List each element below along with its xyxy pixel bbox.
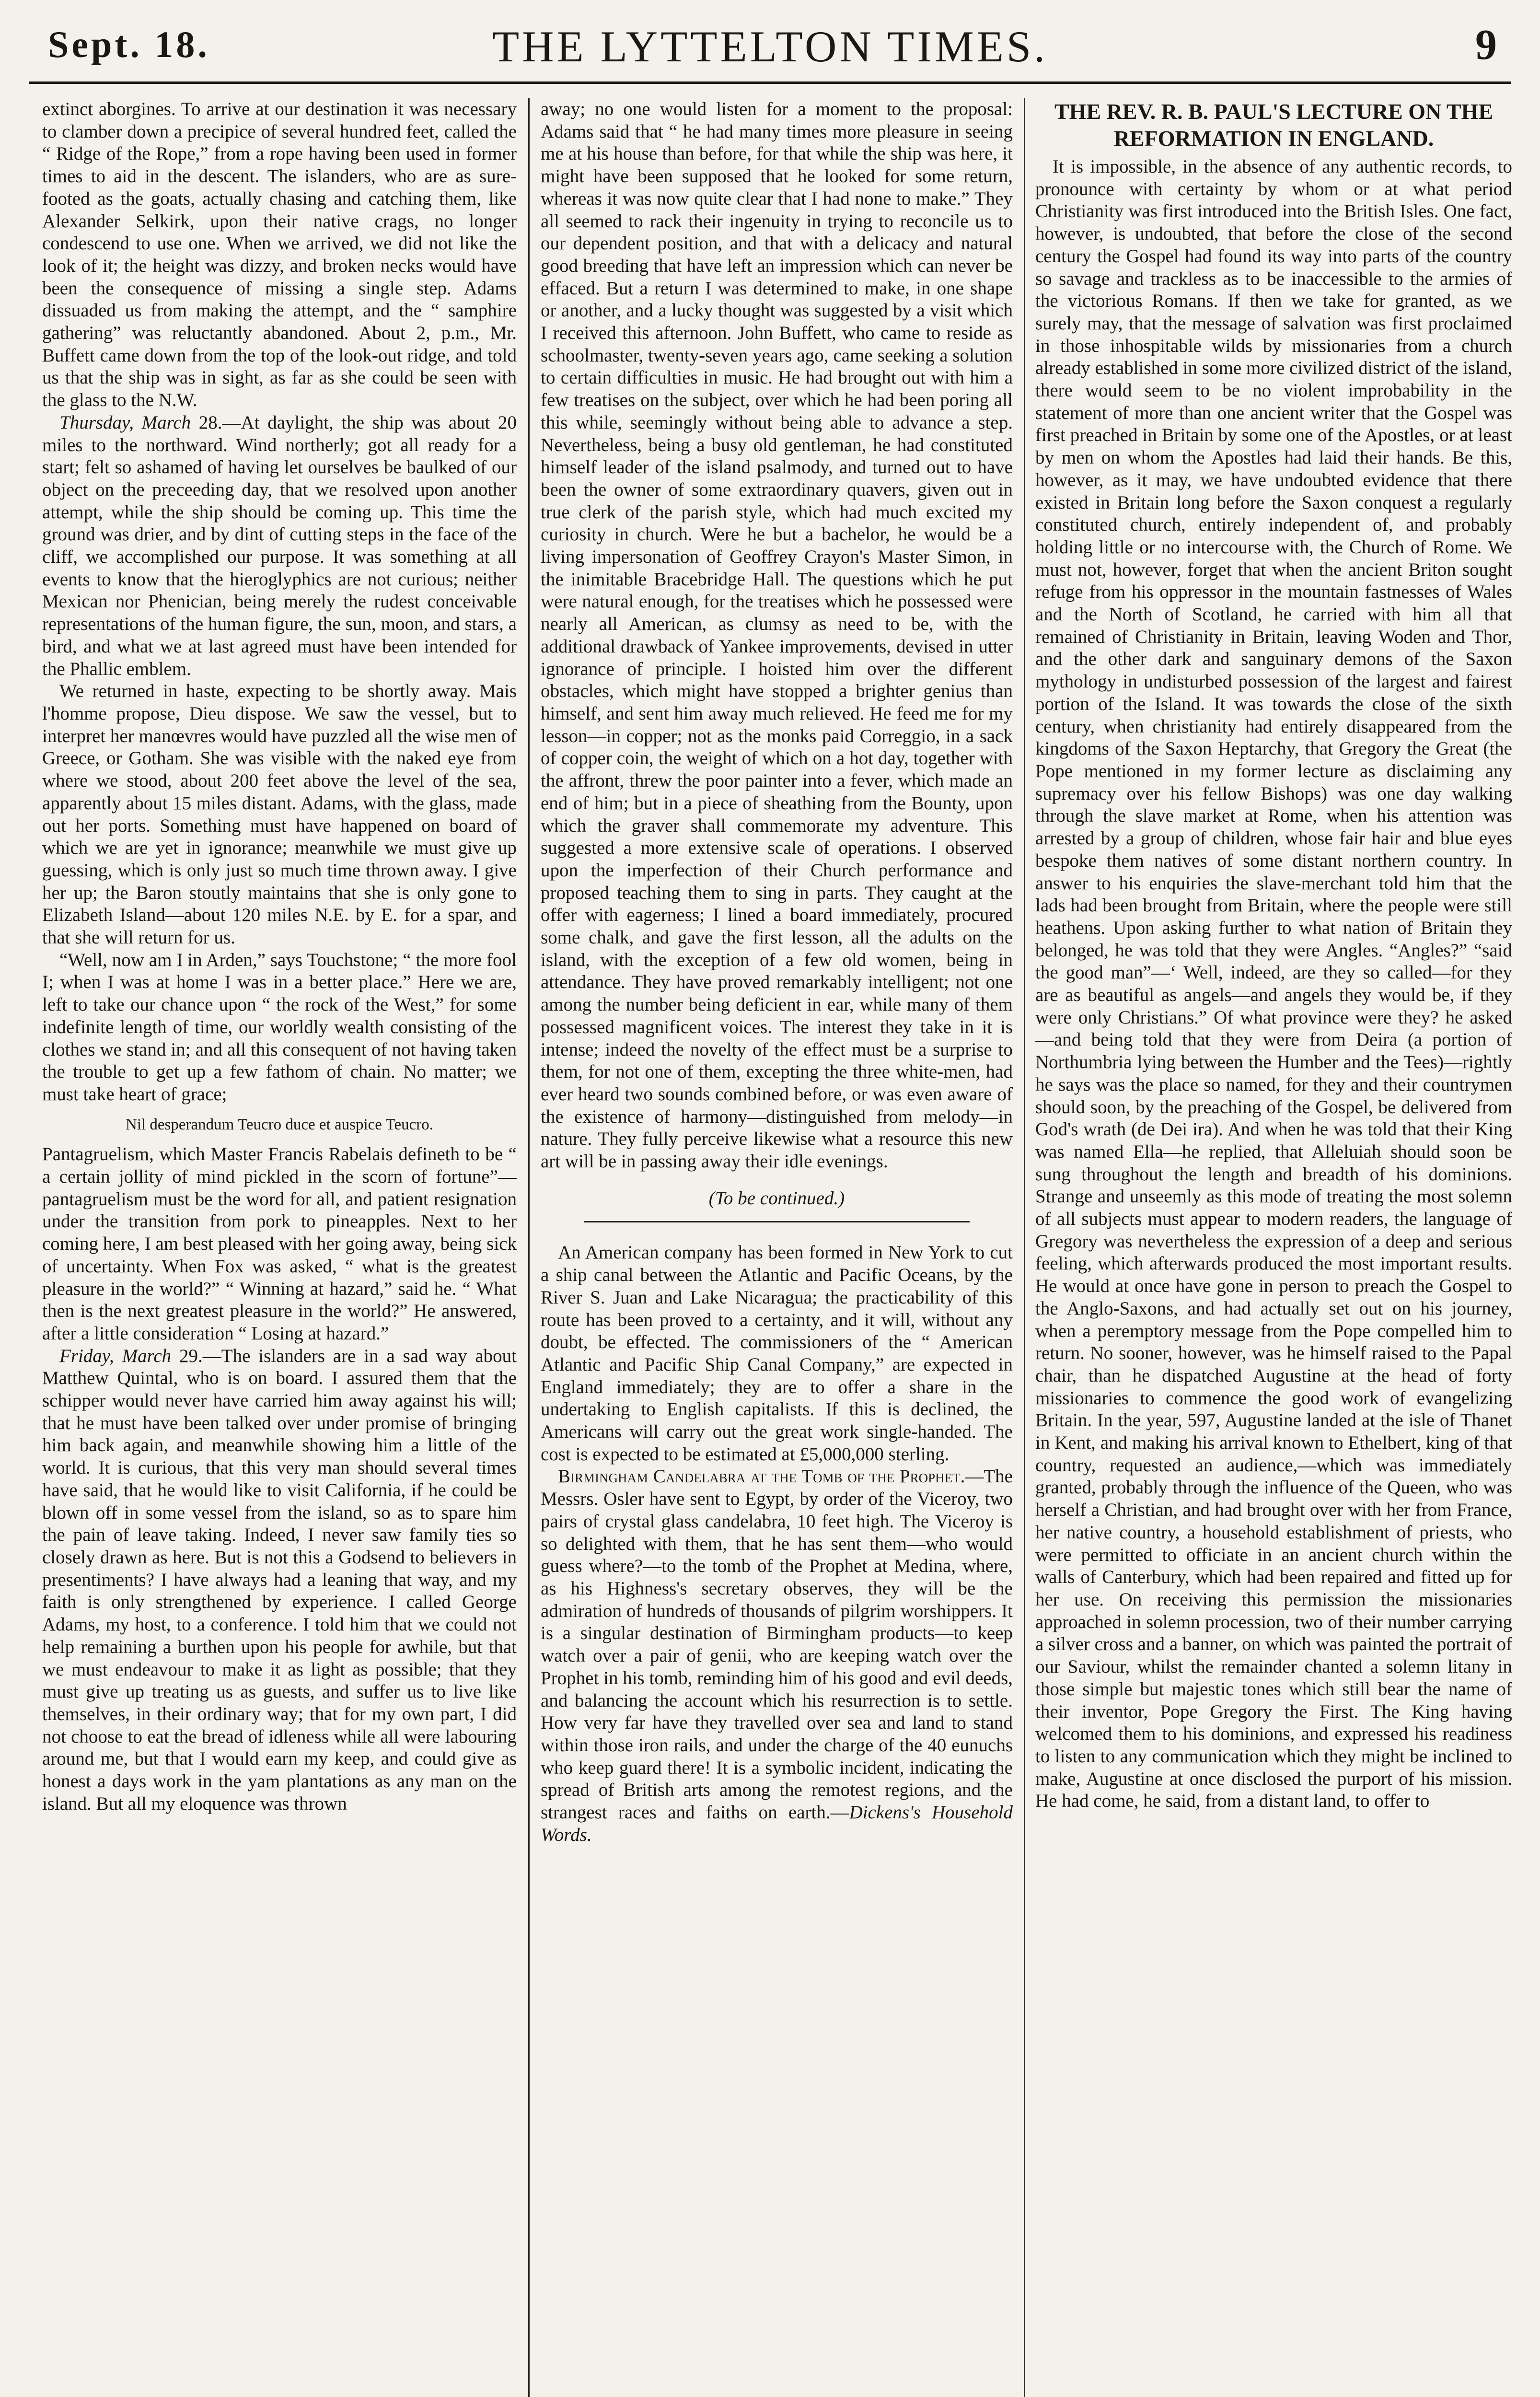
masthead [29,19,1511,84]
to-be-continued: (To be continued.) [708,1187,845,1209]
article-title: THE REV. R. B. PAUL'S LECTURE ON THE REFORMATION IN ENGLAND. [1054,99,1494,151]
source-credit: Dickens's Household Words. [541,1802,1013,1845]
paragraph: We returned in haste, expecting to be shortly away. Mais l'homme propose, Dieu dispose. We saw the vessel, but to interpret her manœvres would have puzzled all the wise men of Greece, or Gotham. She was visible with the naked eye from where we stood, about 200 feet above the level of the sea, apparently about 15 miles distant. Adams, with the glass, made out her ports. Something must have happened on board of which we are yet in ignorance; meanwhile we must give up guessing, which is only just so much time thrown away. I give her up; the Baron stoutly maintains that she is only gone to Elizabeth Island—about 120 miles N.E. by E. for a spar, and that she will return for us. [42,681,517,948]
paragraph: “Well, now am I in Arden,” says Touchstone; “ the more fool I; when I was at home I was in a better place.” Here we are, left to take our chance upon “ the rock of the West,” for some indefinite length of time, our worldly wealth consisting of the clothes we stand in; and all this consequent of not having taken the trouble to get up a few fathom of chain. No matter; we must take heart of grace; [42,949,517,1105]
section-divider [584,1221,970,1222]
column-3 [1035,98,1512,2397]
paragraph: away; no one would listen for a moment to the proposal: Adams said that “ he had many times more pleasure in seeing me at his house than before, for that while the ship was here, it might have been supposed that he looked for some return, whereas it was now quite clear that I had none to make.” They all seemed to rack their ingenuity in trying to reconcile us to our dependent position, and that with a delicacy and natural good breeding that have left an impression which can never be effaced. But a return I was determined to make, in one shape or another, and a lucky thought was suggested by a visit which I received this afternoon. John Buffett, who came to reside as schoolmaster, twenty-seven years ago, came seeking a solution to certain difficulties in music. He had brought out with him a few treatises on the subject, over which he had been poring all this while, seemingly without being able to advance a step. Nevertheless, being a busy old gentleman, he had constituted himself leader of the island psalmody, and turned out to have been the owner of some extraordinary quavers, given out in true clerk of the parish style, which had much excited my curiosity in church. Were he but a bachelor, he would be a living impersonation of Geoffrey Crayon's Master Simon, in the inimitable Bracebridge Hall. The questions which he put were natural enough, for the treatises which he possessed were nearly all American, as clumsy as need to be, with the additional drawback of Yankee improvements, devised in utter ignorance of principle. I hoisted him over the different obstacles, which might have stopped a brighter genius than himself, and sent him away much relieved. He feed me for my lesson—in copper; not as the monks paid Correggio, in a sack of copper coin, the weight of which on a hot day, together with the affront, threw the poor painter into a fever, which made an end of him; but in a piece of sheathing from the Bounty, upon which the graver shall commemorate my adventure. This suggested a more extensive scale of operations. I observed upon the imperfection of their Church performance and proposed teaching them to sing in parts. They caught at the offer with eagerness; I lined a board immediately, procured some chalk, and gave the first lesson, all the adults on the island, with the exception of a few old women, being in attendance. They have proved remarkably intelligent; not one among the number being deficient in ear, while many of them possessed magnificent voices. The interest they take in it is intense; indeed the novelty of the effect must be a surprise to them, for not one of them, excepting the three white-men, had ever heard two sounds combined before, or was even aware of the existence of harmony—distinguished from melody—in nature. They fully perceive likewise what a resource this new art will be in passing away their idle evenings. [541,99,1013,1172]
paragraph [42,1345,517,1815]
column-rule-left [528,98,530,2397]
paragraph: extinct aborgines. To arrive at our destination it was necessary to clamber down a precipice of several hundred feet, called the “ Ridge of the Rope,” from a rope having been used in former times to aid in the descent. The islanders, who are as sure-footed as the goats, actually chasing and catching them, like Alexander Selkirk, upon their native crags, no longer condescend to use one. When we arrived, we did not like the look of it; the height was dizzy, and broken necks would have been the consequence of missing a single step. Adams dissuaded us from making the attempt, and the “ samphire gathering” was reluctantly abandoned. About 2, p.m., Mr. Buffett came down from the top of the look-out ridge, and told us that the ship was in sight, as far as she could be seen with the glass to the N.W. [42,99,517,411]
page-number: 9 [1475,21,1497,69]
issue-date: Sept. 18. [48,23,210,65]
paragraph-text: 29.—The islanders are in a sad way about Matthew Quintal, who is on board. I assured them that the schipper would never have carried him away against his will; that he must have been talked over under promise of bringing him back again, and meanwhile showing him a little of the world. It is curious, that this very man should several times have said, that he would like to visit California, if he could be blown off in some vessel from the island, so as to spare him the pain of leave taking. Indeed, I never saw family ties so closely drawn as here. But is not this a Godsend to believers in presentiments? I have always had a leaning that way, and my faith is only strengthened by experience. I called George Adams, my host, to a conference. I told him that we could not help remaining a burthen upon his people for awhile, but that we must endeavour to make it as light as possible; that they must give up treating us as guests, and suffer us to live like themselves, in their ordinary way; that for my own part, I did not choose to eat the bread of idleness while all were labouring around me, but that I would earn my keep, and could give as honest a days work in the yam plantations as any man on the island. But all my eloquence was thrown [42,1345,517,1814]
latin-motto: Nil desperandum Teucro duce et auspice Teucro. [125,1116,433,1133]
paragraph-text: —The Messrs. Osler have sent to Egypt, by order of the Viceroy, two pairs of crystal glass candelabra, 10 feet high. The Viceroy is so delighted with them, that he has sent them—who would guess where?—to the tomb of the Prophet at Medina, where, as his Highness's secretary observes, they will be the admiration of hundreds of thousands of pilgrim worshippers. It is a singular destination of Birmingham products—to keep watch over a pair of genii, who are keeping watch over the Prophet in his tomb, reminding him of his good and evil deeds, and balancing the account which his resurrection is to settle. How very far have they travelled over sea and land to stand within those iron rails, and under the charge of the 40 eunuchs who keep guard there! It is a symbolic incident, indicating the spread of British arts among the remotest regions, and the strangest races and faiths on earth.— [541,1466,1013,1823]
paragraph: An American company has been formed in New York to cut a ship canal between the Atlantic and Pacific Oceans, by the River S. Juan and Lake Nicaragua; the practicability of this route has been proved to a certainty, and it will, without any doubt, be effected. The commissioners of the “ American Atlantic and Pacific Ship Canal Company,” are expected in England immediately; they are to offer a share in the undertaking to English capitalists. If this is declined, the Americans will carry out the great work single-handed. The cost is expected to be estimated at £5,000,000 sterling. [541,1242,1013,1465]
column-2 [541,98,1013,2397]
dateline: Thursday, March [59,412,191,433]
column-rule-right [1024,98,1025,2397]
paragraph: It is impossible, in the absence of any authentic records, to pronounce with certainty by whom or at what period Christianity was first introduced into the British Isles. One fact, however, is undoubted, that before the close of the second century the Gospel had found its way into parts of the country so savage and trackless as to be inaccessible to the armies of the victorious Romans. If then we take for granted, as we surely may, that the message of salvation was first proclaimed in those inhospitable wilds by missionaries from a church already established in some more civilized district of the island, there would seem to be no violent improbability in the statement of more than one ancient writer that the Gospel was first preached in Britain by some one of the Apostles, or at least by men on whom the Apostles had laid their hands. Be this, however, as it may, we have undoubted evidence that there existed in Britain long before the Saxon conquest a regularly constituted church, entirely independent of, and probably holding little or no intercourse with, the Church of Rome. We must not, however, forget that when the ancient Briton sought refuge from his oppressor in the mountain fastnesses of Wales and the North of Scotland, he carried with him all that remained of Christianity in Britain, leaving Woden and Thor, and the other dark and sanguinary demons of the Saxon mythology in undisturbed possession of the largest and fairest portion of the Island. It was towards the close of the sixth century, when christianity had entirely disappeared from the kingdoms of the Saxon Heptarchy, that Gregory the Great (the Pope mentioned in my former lecture as disclaiming any supremacy over his fellow Bishops) was one day walking through the slave market at Rome, when his attention was arrested by a group of children, whose fair hair and blue eyes bespoke them natives of some distant northern country. In answer to his enquiries the slave-merchant told him that the lads had been brought from Britain, where the people were still heathens. Upon asking further to what nation of Britain they belonged, he was told that they were Angles. “Angles?” “said the good man”—‘ Well, indeed, are they so called—for they are as beautiful as angels—and angels they would be, if they were only Christians.” Of what province were they? he asked—and being told that they were from Deira (a portion of Northumbria lying between the Humber and the Tees)—rightly he says was the place so named, for they and their countrymen should soon, by the preaching of the Gospel, be delivered from God's wrath (de Dei ira). And when he was told that their King was named Ella—he replied, that Alleluiah should soon be sung throughout the length and breadth of his dominions. Strange and unseemly as this mode of treating the most solemn of all subjects must appear to modern readers, the language of Gregory was nevertheless the expression of a deep and serious feeling, which afterwards produced the most important results. He would at once have gone in person to preach the Gospel to the Anglo-Saxons, and had actually set out on his journey, when a peremptory message from the Pope compelled him to return. No sooner, however, was he himself raised to the Papal chair, than he dispatched Augustine at the head of forty missionaries to commence the good work of evangelizing Britain. In the year, 597, Augustine landed at the isle of Thanet in Kent, and making his arrival known to Ethelbert, king of that country, requested an audience,—which was immediately granted, probably through the influence of the Queen, who was herself a Christian, and had brought over with her from France, her native country, a household establishment of priests, who were permitted to officiate in an ancient church within the walls of Canterbury, which had been repaired and fitted up for her use. On receiving this permission the missionaries approached in solemn procession, two of their number carrying a silver cross and a banner, on which was painted the portrait of our Saviour, whilst the remainder chanted a solemn litany in those simple but majestic tones which still bear the name of their inventor, Pope Gregory the First. The King having welcomed them to his dominions, and expressed his readiness to listen to any communication which they might be inclined to make, Augustine at once disclosed the purport of his mission. He had come, he said, from a distant land, to offer to [1035,156,1512,1812]
paragraph: Pantagruelism, which Master Francis Rabelais defineth to be “ a certain jollity of mind pickled in the scorn of fortune”—pantagruelism must be the word for all, and patient resignation under the transition from pork to pineapples. Next to her coming here, I am best pleased with her going away, being sick of uncertainty. When Fox was asked, “ what is the greatest pleasure in the world?” “ Winning at hazard,” said he. “ What then is the next greatest pleasure in the world?” He answered, after a little consideration “ Losing at hazard.” [42,1144,517,1344]
paragraph-text: 28.—At daylight, the ship was about 20 miles to the northward. Wind northerly; got all ready for a start; felt so ashamed of having let ourselves be baulked of our object on the preceeding day, that we resolved upon another attempt, while the ship should be coming up. This time the ground was drier, and by dint of cutting steps in the face of the cliff, we accomplished our purpose. It was something at all events to know that the hieroglyphics are not curious; neither Mexican nor Phenician, being merely the rudest conceivable representations of the human figure, the sun, moon, and stars, a bird, and what we at last agreed must have been intended for the Phallic emblem. [42,412,517,679]
column-1 [42,98,517,2397]
paragraph [42,412,517,680]
newspaper-title: THE LYTTELTON TIMES. [492,22,1048,71]
paragraph [541,1466,1013,1846]
article-heading: Birmingham Candelabra at the Tomb of the Prophet. [558,1466,965,1487]
dateline: Friday, March [59,1345,172,1366]
